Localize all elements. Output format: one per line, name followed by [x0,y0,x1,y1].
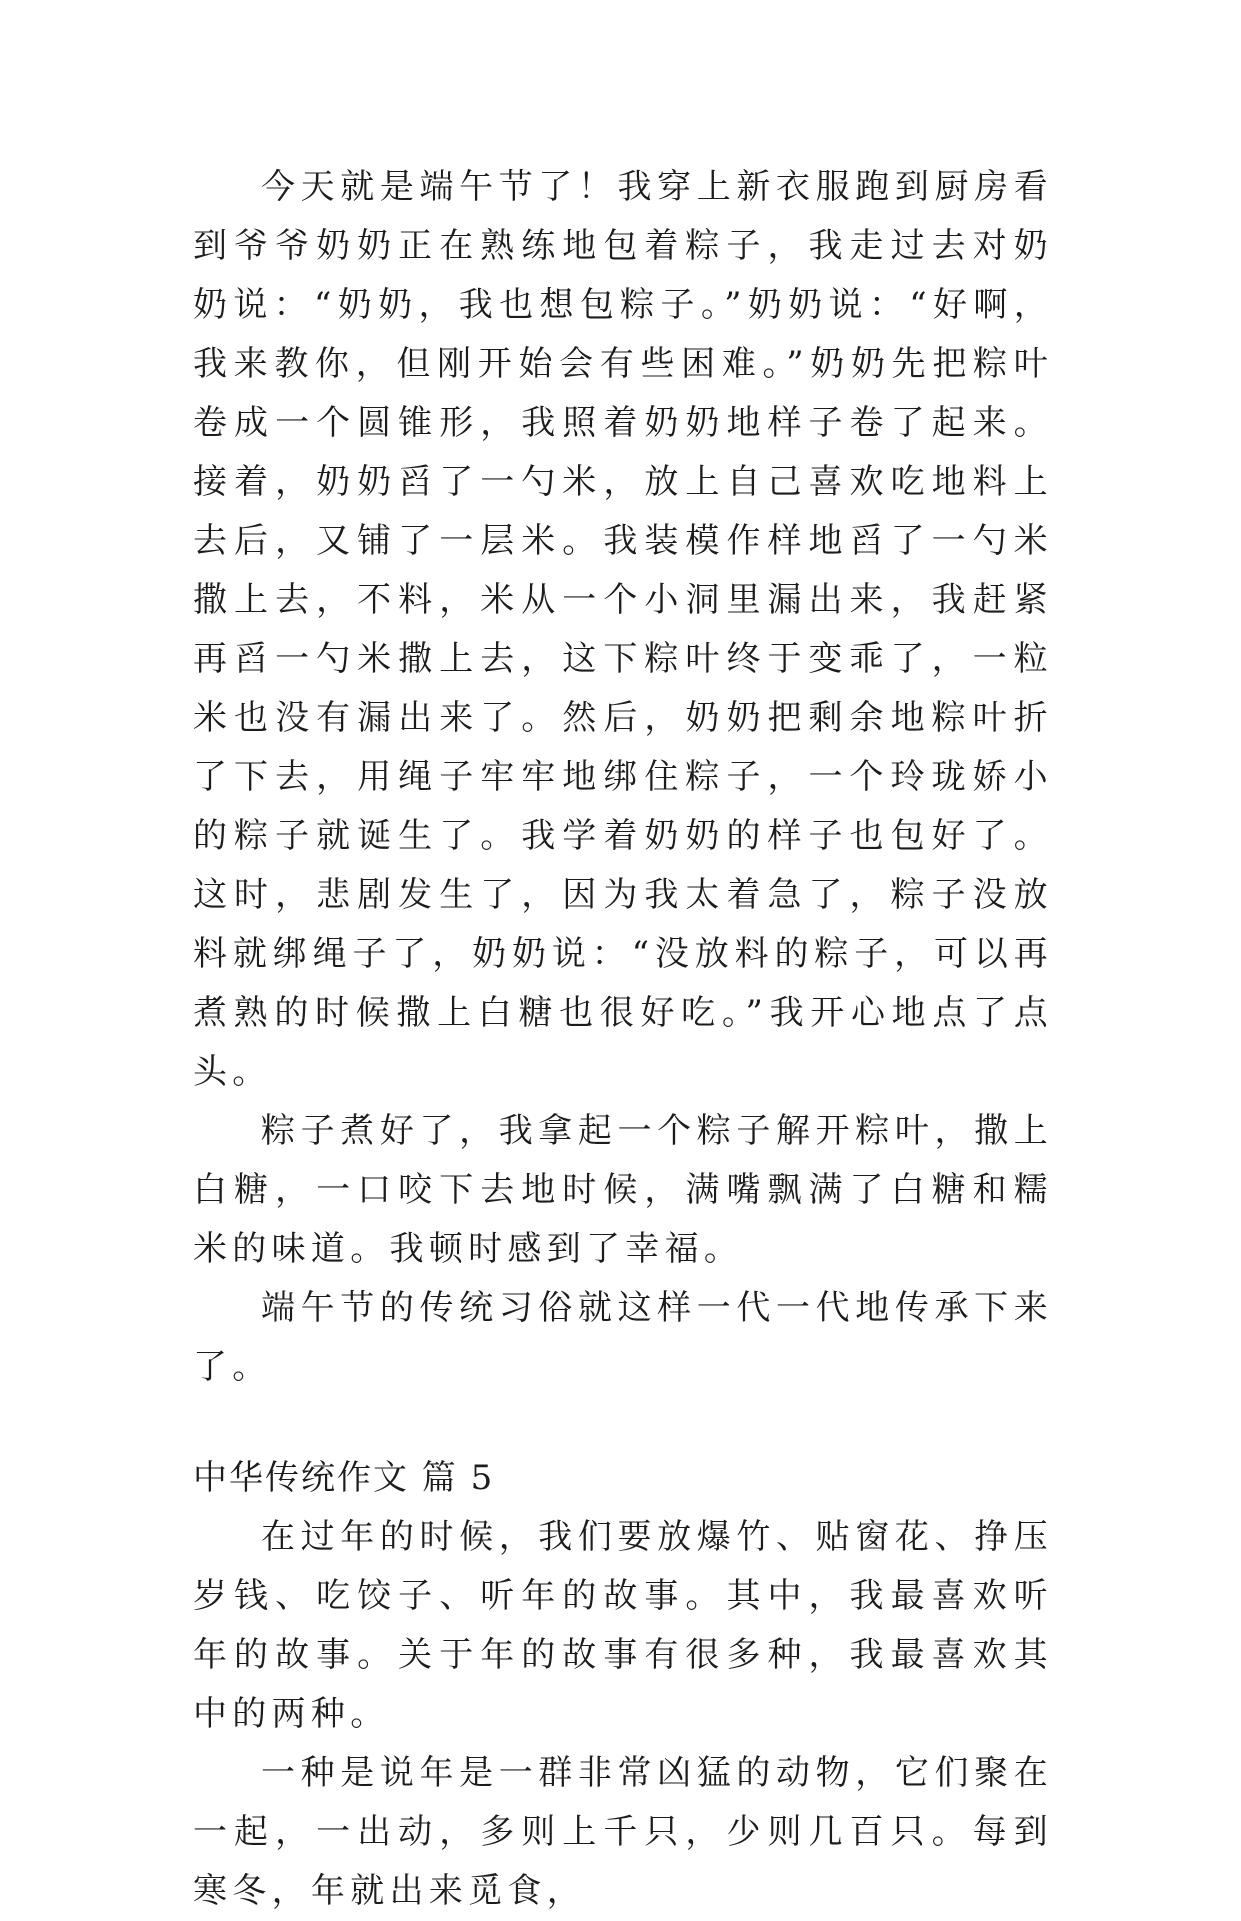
body-paragraph: 端午节的传统习俗就这样一代一代地传承下来了。 [193,1288,1053,1387]
document-body [193,158,1053,1921]
section-heading: 中华传统作文 篇 5 [193,1458,495,1498]
body-paragraph: 一种是说年是一群非常凶猛的动物，它们聚在一起，一出动，多则上千只，少则几百只。每到寒冬，年就出来觅食， [193,1753,1053,1911]
body-paragraph: 今天就是端午节了！我穿上新衣服跑到厨房看到爷爷奶奶正在熟练地包着粽子，我走过去对奶奶说：“奶奶，我也想包粽子。”奶奶说：“好啊，我来教你，但刚开始会有些困难。”奶奶先把粽叶卷成一个圆锥形，我照着奶奶地样子卷了起来。接着，奶奶舀了一勺米，放上自己喜欢吃地料上去后，又铺了一层米。我装模作样地舀了一勺米撒上去，不料，米从一个小洞里漏出来，我赶紧再舀一勺米撒上去，这下粽叶终于变乖了，一粒米也没有漏出来了。然后，奶奶把剩余地粽叶折了下去，用绳子牢牢地绑住粽子，一个玲珑娇小的粽子就诞生了。我学着奶奶的样子也包好了。这时，悲剧发生了，因为我太着急了，粽子没放料就绑绳子了，奶奶说：“没放料的粽子，可以再煮熟的时候撒上白糖也很好吃。”我开心地点了点头。 [193,167,1053,1092]
body-paragraph: 在过年的时候，我们要放爆竹、贴窗花、挣压岁钱、吃饺子、听年的故事。其中，我最喜欢听年的故事。关于年的故事有很多种，我最喜欢其中的两种。 [193,1517,1053,1734]
body-paragraph: 粽子煮好了，我拿起一个粽子解开粽叶，撒上白糖，一口咬下去地时候，满嘴飘满了白糖和糯米的味道。我顿时感到了幸福。 [193,1111,1053,1269]
